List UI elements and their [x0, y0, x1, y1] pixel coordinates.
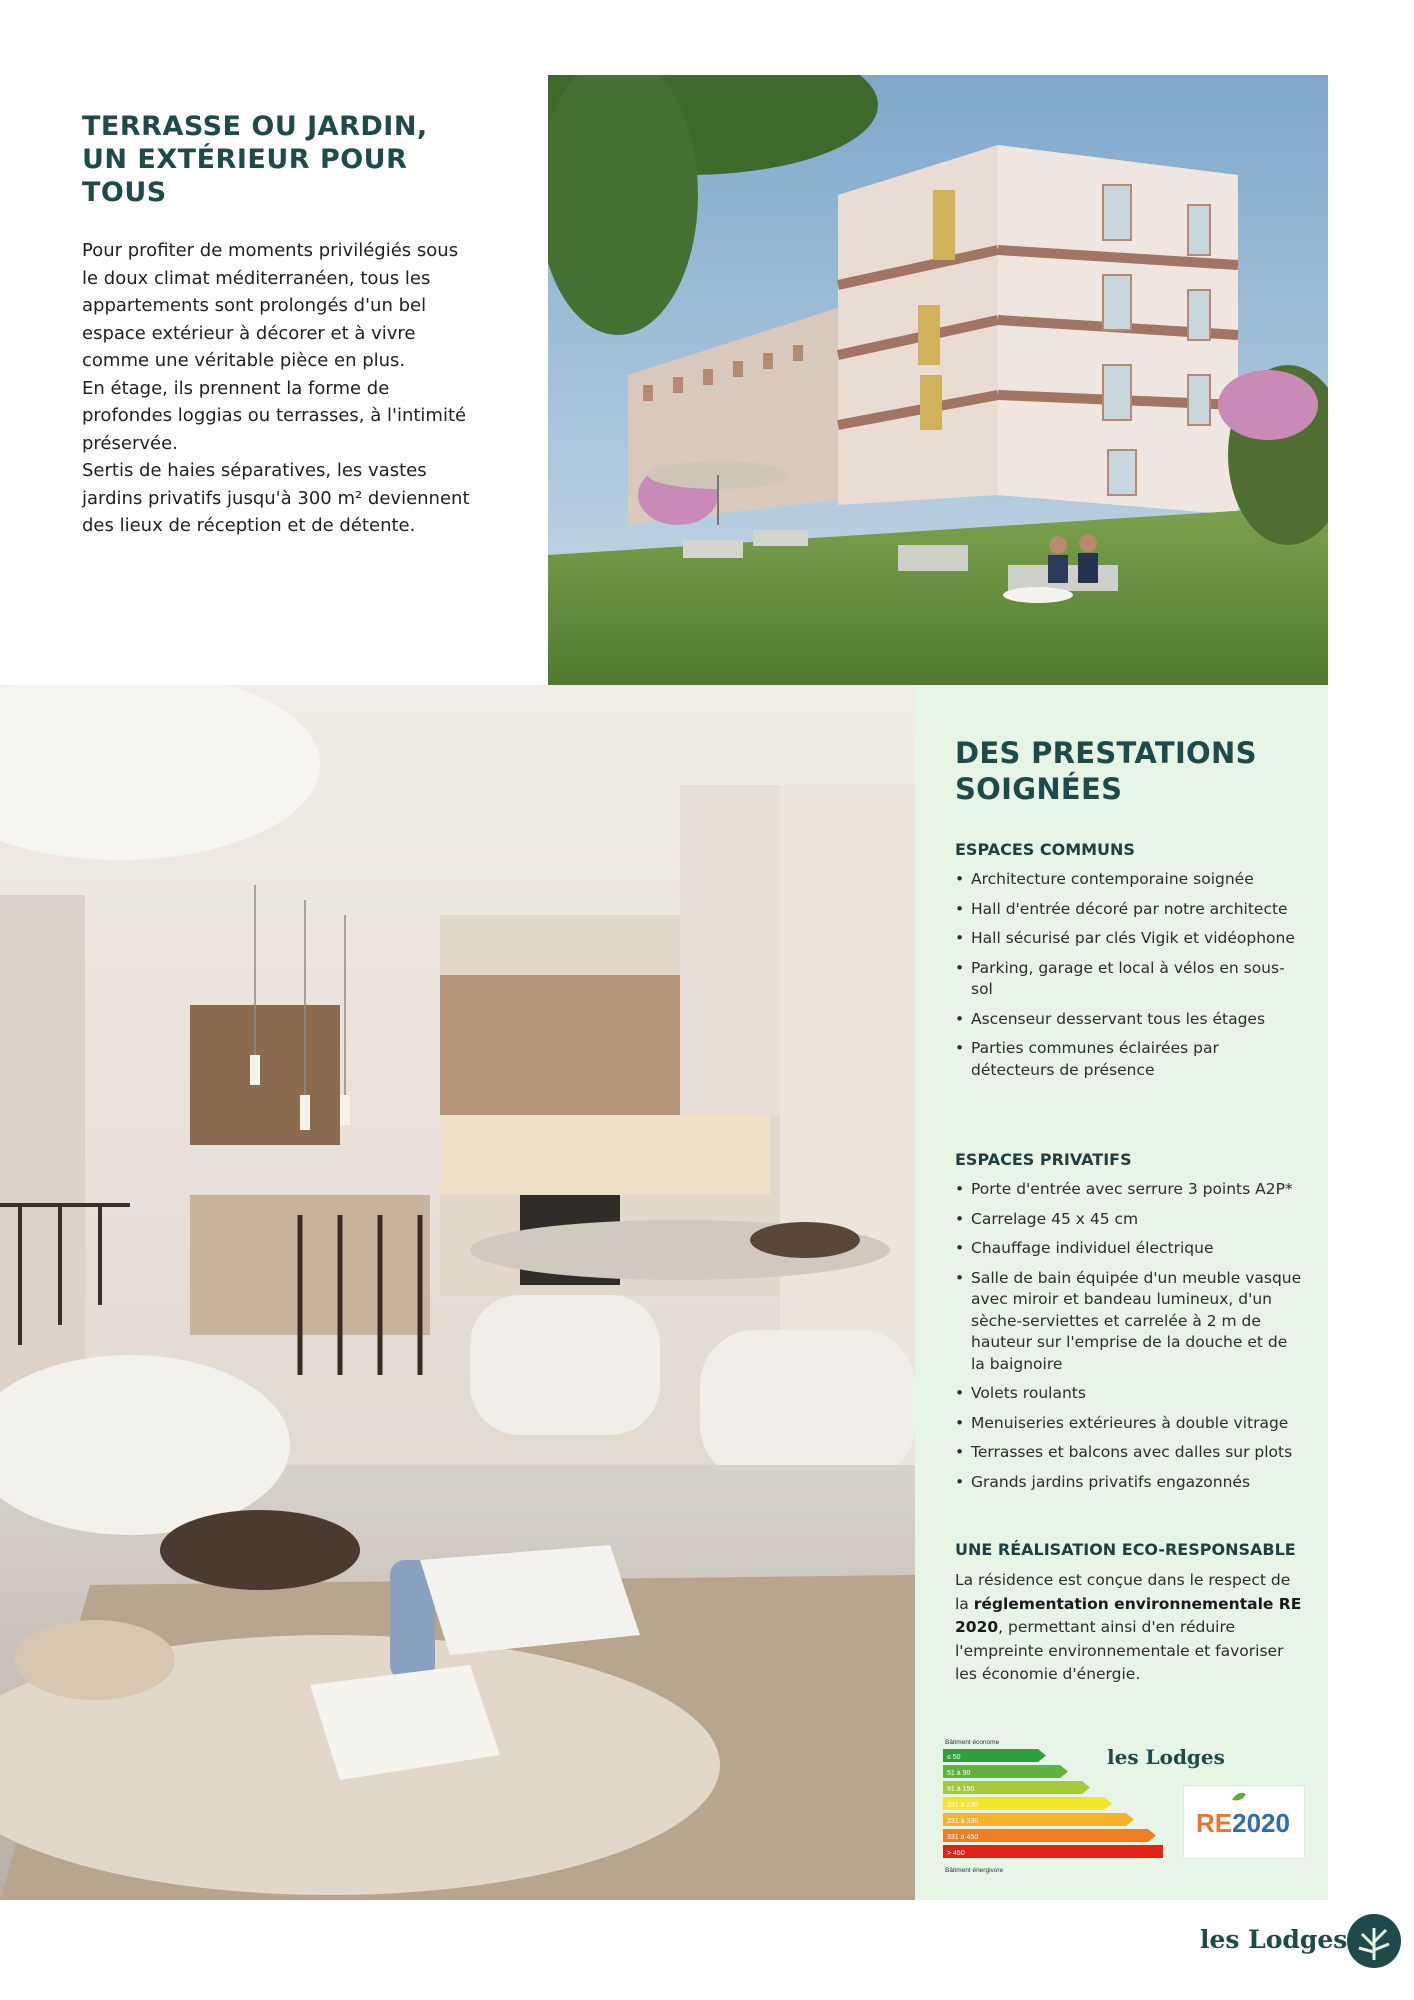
eco-text [955, 1569, 1305, 1687]
list-item: • Ascenseur desservant tous les étages [955, 1009, 1305, 1031]
list-item: • Volets roulants [955, 1383, 1305, 1405]
list-item: • Menuiseries extérieures à double vitrage [955, 1413, 1305, 1435]
list-item: • Terrasses et balcons avec dalles sur plots [955, 1442, 1305, 1464]
energy-label-bottom: Bâtiment énergivore [945, 1867, 1004, 1874]
list-item: • Parking, garage et local à vélos en sous-sol [955, 958, 1305, 1001]
energy-band-label: 151 à 230 [947, 1802, 979, 1809]
panel-brand-logo: les Lodges [1107, 1745, 1225, 1769]
re2020-badge [1183, 1785, 1305, 1859]
list-item: • Parties communes éclairées par détecteurs de présence [955, 1038, 1305, 1081]
list-item: • Hall d'entrée décoré par notre architecte [955, 899, 1305, 921]
section-heading: ESPACES PRIVATIFS [955, 1150, 1132, 1169]
lodges-tree-logo-icon [1345, 1912, 1403, 1970]
list-item: • Grands jardins privatifs engazonnés [955, 1472, 1305, 1494]
intro-paragraph: En étage, ils prennent la forme de profondes loggias ou terrasses, à l'intimité préservée. [82, 377, 467, 454]
energy-band [943, 1845, 1163, 1858]
re2020-logo [1184, 1786, 1304, 1858]
espaces-communs-section [955, 840, 1305, 1089]
list-item: • Chauffage individuel électrique [955, 1238, 1305, 1260]
eco-section [955, 1540, 1305, 1687]
espaces-privatifs-section [955, 1150, 1305, 1501]
energy-band-label: 231 à 330 [947, 1818, 979, 1825]
list-item: • Salle de bain équipée d'un meuble vasque avec miroir et bandeau lumineux, d'un sèche-serviettes et carrelée à 2 m de hauteur sur l'emprise de la douche et de la baignoire [955, 1268, 1305, 1376]
eco-text-part: La résidence est conçue dans le respect de la [955, 1571, 1291, 1613]
exterior-illustration [548, 75, 1328, 685]
energy-band-label: 331 à 450 [947, 1834, 979, 1841]
section-heading: ESPACES COMMUNS [955, 840, 1135, 859]
panel-title: DES PRESTATIONS SOIGNÉES [955, 736, 1257, 806]
espaces-privatifs-list [955, 1179, 1305, 1493]
intro-section [82, 110, 472, 540]
list-item: • Carrelage 45 x 45 cm [955, 1209, 1305, 1231]
energy-band-label: ≤ 50 [947, 1754, 961, 1761]
intro-paragraph: Sertis de haies séparatives, les vastes jardins privatifs jusqu'à 300 m² deviennent des lieux de réception et de détente. [82, 460, 470, 536]
prestations-panel [915, 685, 1328, 1900]
leaf-icon [1232, 1793, 1246, 1801]
exterior-render-image [548, 75, 1328, 685]
footer-brand: les Lodges [1200, 1925, 1348, 1954]
energy-band-label: 51 à 90 [947, 1770, 971, 1777]
energy-band-label: > 450 [947, 1850, 965, 1857]
eco-text-part: , permettant ainsi d'en réduire l'empreinte environnementale et favoriser les économie d'énergie. [955, 1618, 1284, 1683]
interior-render-image [0, 685, 915, 1900]
intro-title: TERRASSE OU JARDIN, UN EXTÉRIEUR POUR TOUS [82, 111, 428, 208]
list-item: • Architecture contemporaine soignée [955, 869, 1305, 891]
espaces-communs-list [955, 869, 1305, 1081]
interior-illustration [0, 685, 915, 1900]
eco-text-bold: réglementation environnementale RE 2020 [955, 1594, 1302, 1636]
intro-paragraph: Pour profiter de moments privilégiés sous le doux climat méditerranéen, tous les appartements sont prolongés d'un bel espace extérieur à décorer et à vivre comme une véritable pièce en plus. [82, 240, 459, 371]
re2020-badge-text: RE2020 [1196, 1808, 1290, 1838]
list-item: • Porte d'entrée avec serrure 3 points A2P* [955, 1179, 1305, 1201]
section-heading: UNE RÉALISATION ECO-RESPONSABLE [955, 1540, 1296, 1559]
energy-label-top: Bâtiment économe [945, 1739, 1000, 1746]
energy-band-label: 91 à 150 [947, 1786, 975, 1793]
list-item: • Hall sécurisé par clés Vigik et vidéophone [955, 928, 1305, 950]
